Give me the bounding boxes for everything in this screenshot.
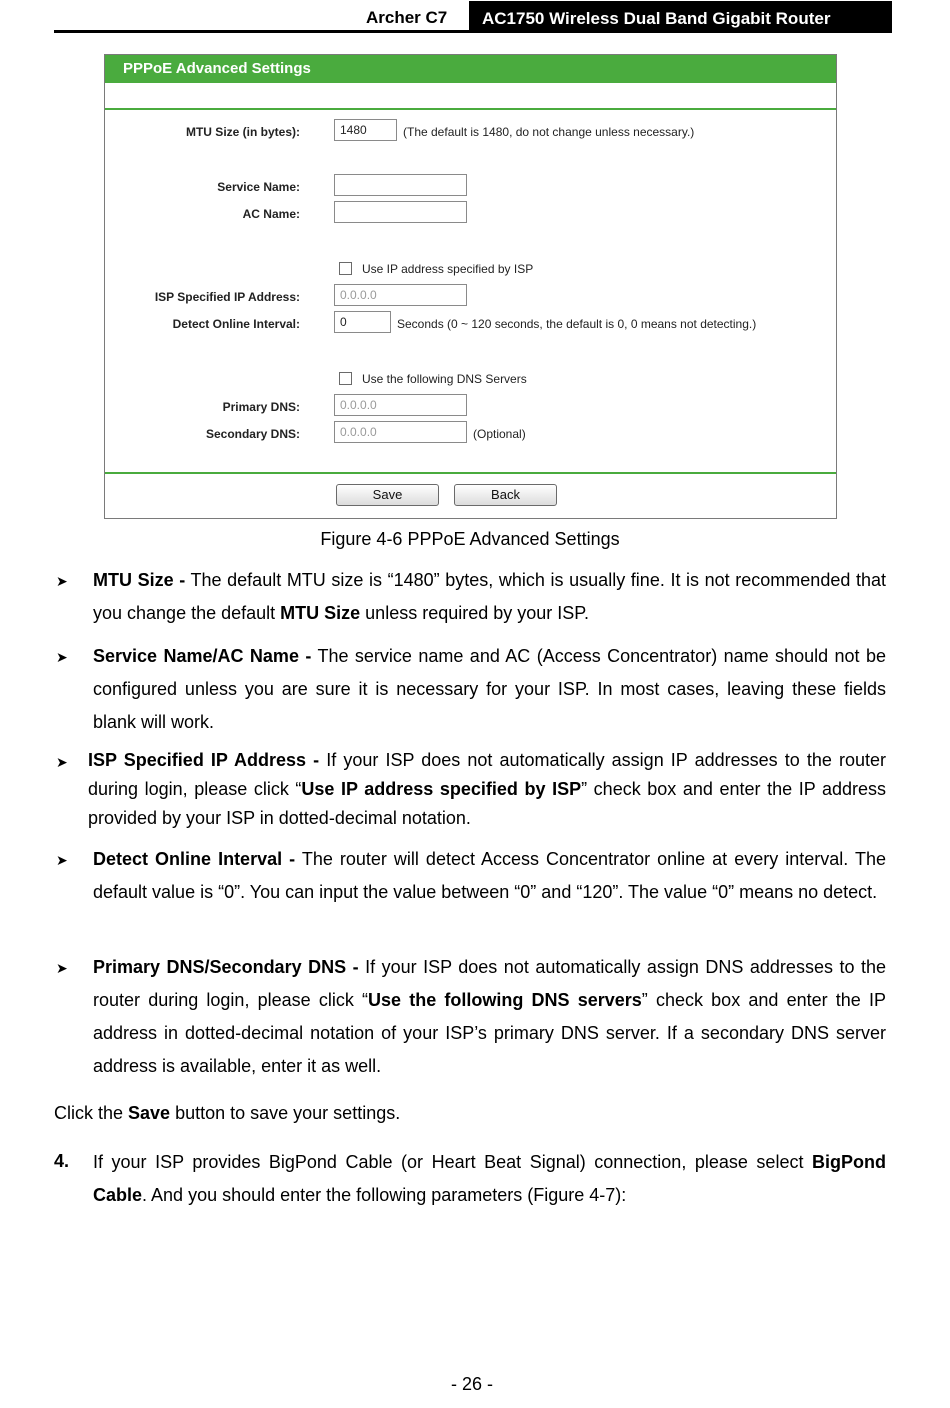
isp-ip-label: ISP Specified IP Address: bbox=[154, 290, 300, 304]
save-button[interactable]: Save bbox=[336, 484, 439, 506]
step-number: 4. bbox=[54, 1151, 70, 1171]
bullet-term: Primary DNS/Secondary DNS - bbox=[93, 957, 359, 977]
bullet-arrow-icon: ➤ bbox=[56, 960, 68, 976]
step-bold: BigPond Cable bbox=[93, 1152, 886, 1205]
bullet-bold: Use IP address specified by ISP bbox=[301, 779, 582, 799]
bullet-arrow-icon: ➤ bbox=[56, 649, 68, 665]
bullet-service-name bbox=[93, 640, 886, 739]
bullet-text: If your ISP does not automatically assign IP addresses to the router during login, please click “ bbox=[88, 750, 886, 799]
bullet-text: The router will detect Access Concentrator online at every interval. The default value is “0”. You can input the value between “0” and “120”. The value “0” means no detect. bbox=[93, 849, 886, 902]
detect-interval-input[interactable]: 0 bbox=[334, 311, 391, 333]
save-note bbox=[54, 1103, 400, 1124]
bullet-detect-interval bbox=[93, 843, 886, 909]
bullet-text: The default MTU size is “1480” bytes, which is usually fine. It is not recommended that you change the default bbox=[93, 570, 886, 623]
ac-name-input[interactable] bbox=[334, 201, 467, 223]
bullet-text: The service name and AC (Access Concentrator) name should not be configured unless you are sure it is necessary for your ISP. In most cases, leaving these fields blank will work. bbox=[93, 646, 886, 732]
bullet-bold: Use the following DNS servers bbox=[368, 990, 642, 1010]
bullet-term: MTU Size - bbox=[93, 570, 186, 590]
save-note-text: button to save your settings. bbox=[170, 1103, 401, 1123]
primary-dns-label: Primary DNS: bbox=[222, 400, 300, 414]
panel-divider-top bbox=[105, 108, 836, 110]
service-name-input[interactable] bbox=[334, 174, 467, 196]
step-text: . And you should enter the following parameters (Figure 4-7): bbox=[142, 1185, 627, 1205]
mtu-input[interactable]: 1480 bbox=[334, 119, 397, 141]
use-ip-checkbox-label[interactable]: Use IP address specified by ISP bbox=[362, 262, 534, 276]
page-number: - 26 - bbox=[450, 1374, 493, 1394]
use-dns-checkbox-label[interactable]: Use the following DNS Servers bbox=[362, 372, 527, 386]
detect-interval-note: Seconds (0 ~ 120 seconds, the default is 0, 0 means not detecting.) bbox=[397, 317, 757, 331]
bullet-text: If your ISP does not automatically assign DNS addresses to the router during login, please click “ bbox=[93, 957, 886, 1010]
use-dns-checkbox[interactable] bbox=[339, 372, 352, 385]
detect-interval-label: Detect Online Interval: bbox=[172, 317, 300, 331]
bullet-text: ” check box and enter the IP address in dotted-decimal notation of your ISP’s primary DNS server. If a secondary DNS server address is available, enter it as well. bbox=[93, 990, 886, 1076]
mtu-note: (The default is 1480, do not change unless necessary.) bbox=[403, 125, 695, 139]
mtu-label: MTU Size (in bytes): bbox=[185, 125, 300, 139]
back-button[interactable]: Back bbox=[454, 484, 557, 506]
bullet-term: Detect Online Interval - bbox=[93, 849, 296, 869]
isp-ip-input[interactable]: 0.0.0.0 bbox=[334, 284, 467, 306]
ac-name-label: AC Name: bbox=[242, 207, 300, 221]
bullet-term: Service Name/AC Name - bbox=[93, 646, 312, 666]
use-ip-checkbox[interactable] bbox=[339, 262, 352, 275]
primary-dns-input[interactable]: 0.0.0.0 bbox=[334, 394, 467, 416]
bullet-arrow-icon: ➤ bbox=[56, 754, 68, 770]
panel-divider-bottom bbox=[105, 472, 836, 474]
bullet-text: unless required by your ISP. bbox=[360, 603, 589, 623]
secondary-dns-input[interactable]: 0.0.0.0 bbox=[334, 421, 467, 443]
secondary-dns-label: Secondary DNS: bbox=[205, 427, 300, 441]
secondary-dns-note: (Optional) bbox=[473, 427, 526, 441]
bullet-isp-ip bbox=[88, 746, 886, 833]
figure-caption: Figure 4-6 PPPoE Advanced Settings bbox=[320, 529, 620, 549]
save-note-text: Click the bbox=[54, 1103, 129, 1123]
bullet-text: ” check box and enter the IP address provided by your ISP in dotted-decimal notation. bbox=[88, 779, 886, 828]
header-product: AC1750 Wireless Dual Band Gigabit Router bbox=[469, 1, 892, 33]
bullet-term: ISP Specified IP Address - bbox=[88, 750, 320, 770]
step-4-text bbox=[93, 1146, 886, 1212]
bullet-bold: MTU Size bbox=[280, 603, 361, 623]
header-rule bbox=[54, 30, 892, 33]
save-note-bold: Save bbox=[128, 1103, 171, 1123]
bullet-dns bbox=[93, 951, 886, 1083]
bullet-arrow-icon: ➤ bbox=[56, 852, 68, 868]
service-name-label: Service Name: bbox=[217, 180, 300, 194]
panel-title: PPPoE Advanced Settings bbox=[105, 55, 836, 83]
header-model: Archer C7 bbox=[366, 8, 448, 27]
bullet-arrow-icon: ➤ bbox=[56, 573, 68, 589]
pppoe-settings-panel bbox=[104, 54, 837, 519]
step-text: If your ISP provides BigPond Cable (or Heart Beat Signal) connection, please select bbox=[93, 1152, 812, 1172]
bullet-mtu-size bbox=[93, 564, 886, 630]
